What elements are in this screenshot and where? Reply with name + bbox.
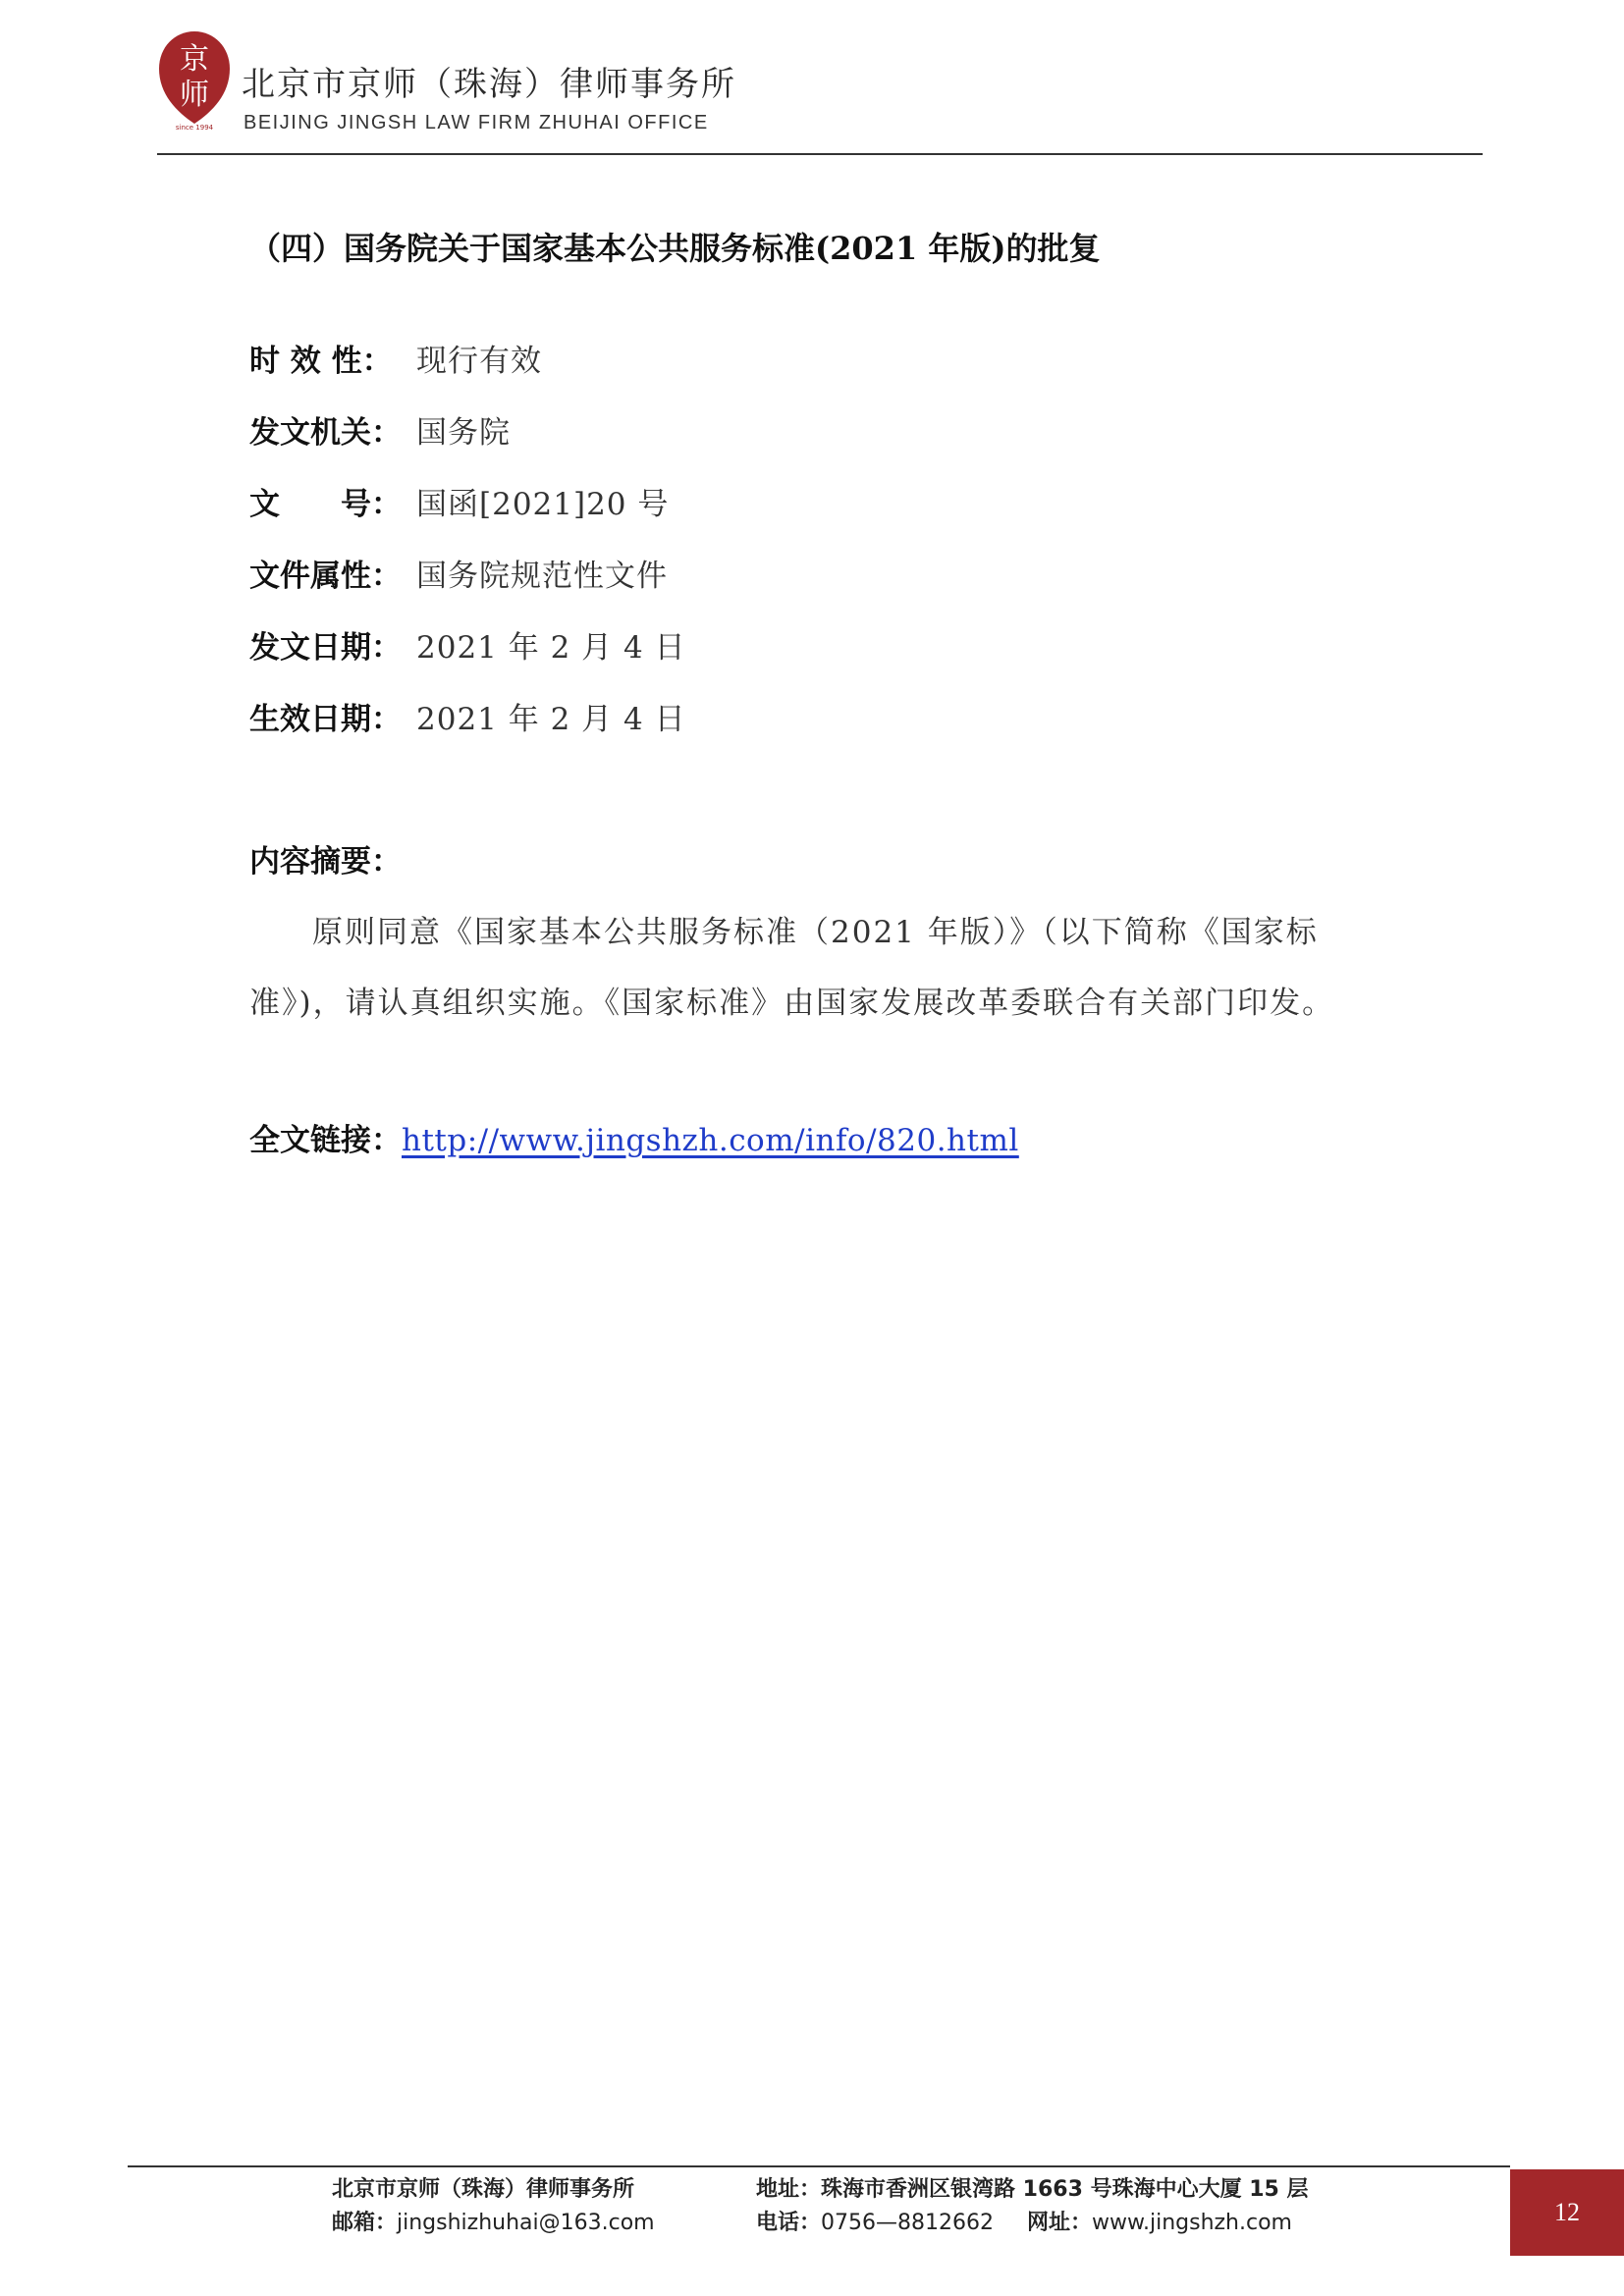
page-header (157, 29, 1483, 155)
meta-row-doc-type (249, 541, 1388, 613)
meta-label: 文件属性： (249, 559, 402, 594)
meta-row-issuer (249, 398, 1388, 469)
meta-value: 国务院规范性文件 (416, 559, 668, 594)
summary-label: 内容摘要： (249, 844, 402, 880)
fulltext-row (249, 1111, 1388, 1170)
meta-label: 时 效 性： (249, 344, 393, 379)
meta-row-validity (249, 326, 1388, 398)
meta-value: 2021 年 2 月 4 日 (416, 630, 686, 666)
footer-email-value: jingshizhuhai@163.com (397, 2211, 655, 2235)
footer-phone-label: 电话： (756, 2211, 822, 2235)
header-divider (157, 153, 1483, 155)
footer-phone (756, 2207, 994, 2240)
footer-address-label: 地址： (756, 2177, 822, 2202)
document-title: （四）国务院关于国家基本公共服务标准(2021 年版)的批复 (249, 230, 1101, 267)
footer-email-label: 邮箱： (332, 2211, 398, 2235)
footer-line-1 (332, 2173, 1461, 2207)
document-body (249, 224, 1388, 1170)
meta-label: 文 号： (249, 487, 402, 522)
firm-name-cn: 北京市京师（珠海）律师事务所 (242, 65, 736, 104)
footer-website-value: www.jingshzh.com (1092, 2211, 1292, 2235)
footer-divider (128, 2165, 1510, 2167)
page-number: 12 (1510, 2169, 1624, 2256)
footer-address-value: 珠海市香洲区银湾路 1663 号珠海中心大厦 15 层 (821, 2177, 1309, 2202)
footer-firm-name: 北京市京师（珠海）律师事务所 (332, 2177, 635, 2202)
meta-value: 现行有效 (416, 344, 542, 379)
page-footer (332, 2173, 1461, 2240)
meta-value: 国函[2021]20 号 (416, 487, 670, 522)
meta-row-effective-date (249, 684, 1388, 756)
footer-website-label: 网址： (1027, 2211, 1093, 2235)
footer-line-2 (332, 2207, 1461, 2240)
firm-name-en: BEIJING JINGSH LAW FIRM ZHUHAI OFFICE (244, 112, 709, 133)
meta-label: 发文日期： (249, 630, 402, 666)
logo-since: since 1994 (175, 124, 214, 132)
meta-row-issue-date (249, 613, 1388, 684)
meta-label: 生效日期： (249, 702, 402, 737)
footer-website (1027, 2207, 1292, 2240)
firm-logo (157, 29, 232, 132)
logo-char-top: 京 (180, 42, 209, 77)
meta-value: 2021 年 2 月 4 日 (416, 702, 686, 737)
footer-email (332, 2207, 655, 2240)
meta-label: 发文机关： (249, 415, 402, 451)
summary-text: 原则同意《国家基本公共服务标准（2021 年版）》（以下简称《国家标准》)，请认真组织实施。《国家标准》由国家发展改革委联合有关部门印发。 (249, 915, 1335, 1021)
footer-phone-value: 0756—8812662 (821, 2211, 994, 2235)
meta-row-doc-number (249, 469, 1388, 541)
fulltext-link[interactable]: http://www.jingshzh.com/info/820.html (402, 1123, 1019, 1158)
logo-char-bottom: 师 (180, 78, 209, 112)
footer-address (756, 2173, 1309, 2207)
fulltext-label: 全文链接： (249, 1123, 402, 1158)
meta-value: 国务院 (416, 415, 511, 451)
